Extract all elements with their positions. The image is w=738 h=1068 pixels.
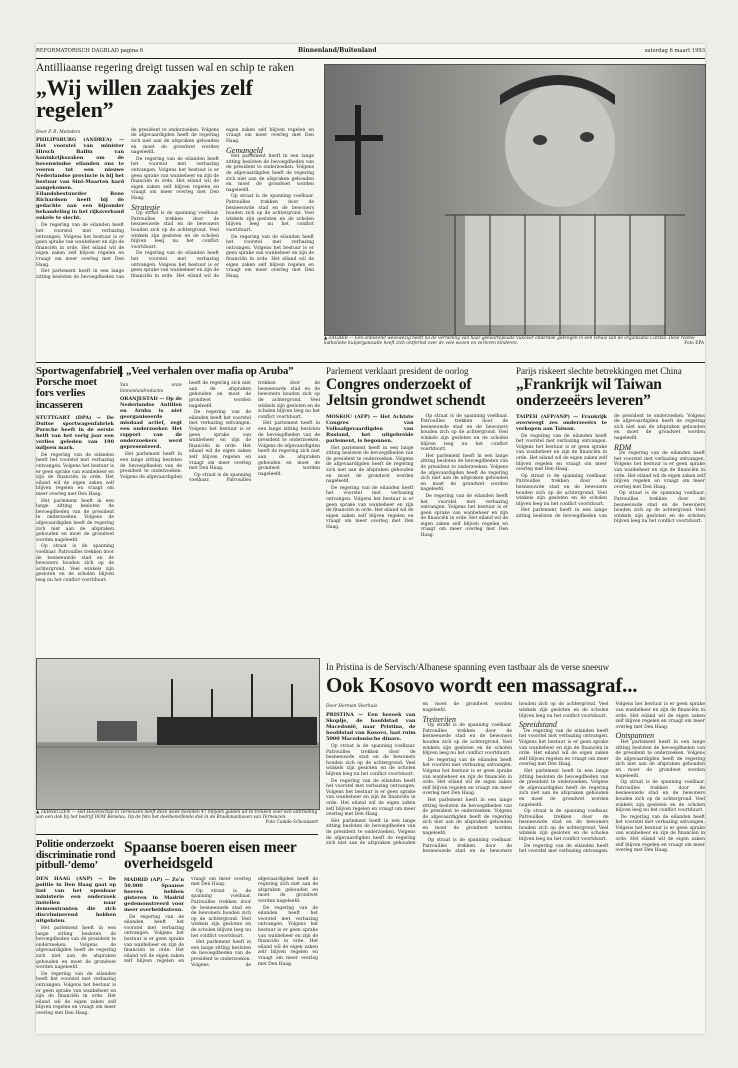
paragraph: Het parlement heeft in een lange zitting besloten de bevoegdheden van de president te onderzoeken. Volgens de afgevaardigden heeft de regering zich niet aan de afspraken gehouden en moet de grondwet worden nageleefd. (191, 876, 318, 968)
photo-credit: Foto EPA (684, 341, 704, 347)
photo-caption (36, 810, 318, 832)
paragraph: De regering van de eilanden heeft het voorstel met verbazing ontvangen. Volgens het bestuur is er geen sprake van wanbeheer en zijn de financiën in orde. Het eiland wil de eigen zaken zelf blijven regelen en vraagt om meer overleg met Den Haag. (36, 223, 124, 268)
article-porsche (36, 365, 124, 656)
paragraph: De regering van de eilanden heeft het voorstel met verbazing ontvangen. Volgens het bestuur is er geen sprake van wanbeheer en zijn de financiën in orde. Het eiland wil de eigen zaken zelf blijven regelen en vraagt om meer overleg met Den Haag. (326, 778, 416, 818)
article-lead: MOSKOU (AFP) — Het Achtste Congres van Volksafgevaardigden van Rusland, het uitgebreide parlement, is begonnen. (326, 413, 414, 444)
caption-text: ▲ ZAGREB — Een onbekend weeswezig heeft na de vernieling van haar geboorteplaats Vukovar onderdak gekregen in een tehuis van de organisatie Caritas. Deze rooms-katholieke hulporganisatie heeft zich ontfermd over de vele wezen en verloren kinderen. (324, 336, 696, 347)
article-spaanse (124, 840, 318, 1034)
paragraph: De regering van de eilanden heeft het voorstel met verbazing ontvangen. Volgens het bestuur is er geen sprake van wanbeheer en zijn de financiën in orde. Het eiland wil de eigen zaken zelf blijven regelen en vraagt om meer overleg met Den Haag. (36, 452, 114, 498)
paragraph: De regering van de eilanden heeft het voorstel met verbazing ontvangen. Volgens het bestuur is er geen sprake van wanbeheer en zijn de financiën in orde. Het eiland wil de eigen zaken zelf blijven regelen en vraagt om meer overleg met Den Haag. (258, 905, 318, 967)
photo-illustration (37, 659, 319, 809)
paper-name: REFORMATORISCH DAGBLAD pagina 6 (36, 48, 144, 54)
paragraph: De regering van de eilanden heeft het voorstel met verbazing ontvangen. Volgens het bestuur is er geen sprake van wanbeheer en zijn de financiën in orde. Het eiland wil de eigen zaken zelf blijven regelen en vraagt om meer overleg met Den Haag. (226, 234, 314, 279)
photo-harbor (36, 658, 320, 810)
paragraph: Op straat is de spanning voelbaar. Patrouilles trekken door de besneeuwde stad en de bewoners houden zich op de achtergrond. Veel winkels zijn gesloten en de scholen blijven leeg nu het conflict voortduurt. (519, 809, 609, 843)
paragraph: De regering van de eilanden heeft het voorstel met verbazing ontvangen. Volgens het bestuur is er geen sprake van wanbeheer en zijn de financiën in orde. Het eiland wil de eigen zaken zelf blijven regelen en vraagt om meer overleg met Den Haag. (519, 702, 705, 855)
paragraph: Het parlement heeft in een lange zitting besloten de bevoegdheden van de president te onderzoeken. Volgens de afgevaardigden heeft de regering zich niet aan de afspraken gehouden en moet de grondwet worden nageleefd. (326, 445, 414, 485)
paragraph: Op straat is de spanning voelbaar. Patrouilles trekken door de besneeuwde stad en de bewoners houden zich op de achtergrond. Veel winkels zijn gesloten en de scholen blijven leeg nu het conflict voortduurt. (131, 211, 219, 250)
paragraph: Op straat is de spanning voelbaar. Patrouilles trekken door de besneeuwde stad en de bewoners houden zich op de achtergrond. Veel winkels zijn gesloten en de scholen blijven leeg nu het conflict voortduurt. (326, 744, 416, 777)
paragraph: Het parlement heeft in een lange zitting besloten de bevoegdheden van de president te onderzoeken. Volgens de afgevaardigden heeft de regering zich niet aan de afspraken gehouden en moet de grondwet worden nageleefd. (420, 453, 508, 493)
article-kicker: Antilliaanse regering dreigt tussen wal en schip te raken (36, 62, 295, 74)
article-headline: Politie onderzoekt discriminatie rond pitbull-’demo’ (36, 839, 116, 872)
article-body (36, 128, 314, 368)
photo-illustration (325, 65, 705, 335)
article-lead: PHILIPSBURG (ANDREA) — Het voorstel van minister Hirsch Ballin van koninkrijkszaken om de bovenwindse eilanden ons te voeren tot een nieuwe Nederlandse provincie is bij het bestuur van Sint-Maarten hard aangekomen. Eilandsbestuurder Rene Richardson heeft bij de gedachte aan een bijzonder behandeling in het rijksverband enkele te slecht. (36, 137, 124, 222)
paragraph: De regering van de eilanden heeft het voorstel met verbazing ontvangen. Volgens het bestuur is er geen sprake van wanbeheer en zijn de financiën in orde. Het eiland wil de eigen zaken zelf blijven regelen en vraagt om meer overleg met Den Haag. (615, 814, 705, 854)
paragraph: De regering van de eilanden heeft het voorstel met verbazing ontvangen. Volgens het bestuur is er geen sprake van wanbeheer en zijn de financiën in orde. Het eiland wil de eigen zaken zelf blijven regelen en vraagt om meer overleg met Den Haag. (326, 485, 414, 530)
article-lead: MADRID (AP) — Zo’n 50.000 Spaanse boeren hebben gisteren in Madrid gedemonstreerd voor meer overheidssteun. (124, 876, 184, 913)
paragraph: Op straat is de spanning voelbaar. Patrouilles trekken door de besneeuwde stad en de bewoners houden zich op de achtergrond. Veel winkels zijn gesloten en de scholen blijven leeg nu het conflict voortduurt. (516, 473, 607, 507)
article-body (120, 381, 320, 621)
paragraph: Het parlement heeft in een lange zitting besloten de bevoegdheden van de president te onderzoeken. Volgens de afgevaardigden heeft de regering zich niet aan de afspraken gehouden en moet de grondwet worden nageleefd. (326, 702, 512, 847)
photo-caption (324, 336, 704, 350)
paragraph: De regering van de eilanden heeft het voorstel met verbazing ontvangen. Volgens het bestuur is er geen sprake van wanbeheer en zijn de financiën in orde. Het eiland wil de eigen zaken zelf blijven regelen en vraagt om meer overleg met Den Haag. (420, 493, 508, 539)
paragraph: De regering van de eilanden heeft het voorstel met verbazing ontvangen. Volgens het bestuur is er geen sprake van wanbeheer en zijn de financiën in orde. Het eiland wil de eigen zaken zelf blijven regelen en vraagt om meer overleg met Den Haag. (131, 156, 219, 201)
paragraph: Het parlement heeft in een lange zitting besloten de bevoegdheden van de president te onderzoeken. Volgens de afgevaardigden heeft de regering zich niet aan de afspraken gehouden en moet de grondwet worden nageleefd. (258, 421, 320, 477)
article-congres (326, 366, 508, 658)
subheading: Gemangeld (226, 145, 263, 155)
article-author: Door Herman Veerhuis (326, 704, 378, 710)
article-body (36, 876, 116, 1017)
article-lead: PRISTINA — Een bezoek van Skoplje, de hoofdstad van Macedonië, naar Pristina, de hoofdstad van Kosovo, laat ruim 5000 Macedonische dinars. (326, 712, 416, 742)
paragraph: De regering van de eilanden heeft het voorstel met verbazing ontvangen. Volgens het bestuur is er geen sprake van wanbeheer en zijn de financiën in orde. Het eiland wil de eigen zaken zelf blijven regelen en vraagt om meer overleg met Den Haag. (516, 433, 607, 473)
article-lead: TAIPEH (AFP/ANP) — Frankrijk overweegt zes onderzeeërs te verkopen aan Taiwan. (516, 413, 607, 432)
paragraph: De regering van de eilanden heeft het voorstel met verbazing ontvangen. Volgens het bestuur is er geen sprake van wanbeheer en zijn de financiën in orde. Het eiland wil de eigen zaken zelf blijven regelen en vraagt om meer overleg met Den Haag. (124, 876, 251, 965)
article-author: Door P. R. Meinders (36, 129, 81, 135)
paragraph: Het parlement heeft in een lange zitting besloten de bevoegdheden van de president te onderzoeken. Volgens de afgevaardigden heeft de regering zich niet aan de afspraken gehouden en moet de grondwet worden nageleefd. (615, 739, 705, 779)
article-kicker: Parijs riskeert slechte betrekkingen met China (516, 366, 682, 376)
paragraph: Het parlement heeft in een lange zitting besloten de bevoegdheden van de president te onderzoeken. Volgens de afgevaardigden heeft de regering zich niet aan de afspraken gehouden en moet de grondwet worden nageleefd. (36, 498, 114, 543)
article-body (516, 414, 705, 639)
paragraph: Op straat is de spanning voelbaar. Patrouilles trekken door de besneeuwde stad en de bewoners houden zich op de achtergrond. Veel winkels zijn gesloten en de scholen blijven leeg nu het conflict voortduurt. (422, 723, 512, 757)
article-headline: Spaanse boeren eisen meer overheidsgeld (124, 839, 297, 872)
page-date: zaterdag 6 maart 1993 (644, 48, 705, 54)
paragraph: Op straat is de spanning voelbaar. Patrouilles trekken door de besneeuwde stad en de bewoners houden zich op de achtergrond. Veel winkels zijn gesloten en de scholen blijven leeg nu het conflict voortduurt. (191, 888, 251, 939)
caption-text: ▲ TERNEUZEN — Het Havenschap in Terneuzen heeft deze week besloten 47 miljoen gulden uit te trekken voor een uitbreiding van een dok bij het bedrijf DOW Benelux. Op de foto het deelbenelfende dok in de Braakmanhaven van Terneuzen. (36, 810, 318, 821)
article-lead: STUTTGART (DPA) — De Duitse sportwagenfabriek Porsche heeft in de eerste helft van het vorig jaar een verlies geleden van 190 miljoen mark. (36, 414, 114, 451)
paragraph: Op straat is de spanning voelbaar. Patrouilles trekken door de besneeuwde stad en de bewoners houden zich op de achtergrond. Veel winkels zijn gesloten en de scholen blijven leeg nu het conflict voortduurt. (422, 702, 609, 855)
paragraph: Op straat is de spanning voelbaar. Patrouilles trekken door de besneeuwde stad en de bewoners houden zich op de achtergrond. Veel winkels zijn gesloten en de scholen blijven leeg nu het conflict voortduurt. (420, 413, 508, 453)
paragraph: Het parlement heeft in een lange zitting besloten de bevoegdheden van de president te onderzoeken. Volgens de afgevaardigden heeft de regering zich niet aan de afspraken gehouden en moet de grondwet worden nageleefd. (36, 127, 219, 280)
article-politie (36, 840, 116, 1034)
paragraph: Het parlement heeft in een lange zitting besloten de bevoegdheden van de president te onderzoeken. Volgens de afgevaardigden heeft de regering zich niet aan de afspraken gehouden en moet de grondwet worden nageleefd. (422, 797, 512, 837)
paragraph: De regering van de eilanden heeft het voorstel met verbazing ontvangen. Volgens het bestuur is er geen sprake van wanbeheer en zijn de financiën in orde. Het eiland wil de eigen zaken zelf blijven regelen en vraagt om meer overleg met Den Haag. (189, 410, 251, 472)
article-headline: „Veel verhalen over mafia op Aruba” (120, 366, 320, 377)
article-kicker: In Pristina is de Servisch/Albanese spanning even tastbaar als de verse sneeuw (326, 662, 610, 672)
article-aruba (120, 366, 320, 656)
divider (36, 834, 318, 835)
subheading: Treiterijen (422, 714, 456, 724)
article-body (326, 414, 508, 639)
article-lead: ORANJESTAD — Op de Nederlandse Antillen en Aruba is niet georganiseerde misdaad actief, zegt een onderzoeker. Het rapport van de onderzoekers werd gepresenteerd. (120, 396, 182, 451)
article-headline: Congres onderzoekt of Jeltsin grondwet schendt (326, 376, 486, 409)
article-taiwan (516, 366, 705, 658)
paragraph: Het parlement heeft in een lange zitting besloten de bevoegdheden van de president te onderzoeken. Volgens de afgevaardigden heeft de regering zich niet aan de afspraken gehouden en moet de grondwet worden nageleefd. (120, 381, 251, 480)
article-headline: Ook Kosovo wordt een massagraf... (326, 673, 638, 697)
photo-orphan (324, 64, 706, 336)
article-headline: „Wij willen zaakjes zelf regelen” (36, 75, 253, 123)
page-header (36, 44, 705, 59)
article-kosovo (326, 662, 705, 1034)
article-headline: Sportwagenfabriek Porsche moet fors verlies incasseren (36, 365, 124, 411)
divider (36, 362, 705, 363)
paragraph: Op straat is de spanning voelbaar. Patrouilles trekken door de besneeuwde stad en de bewoners houden zich op de achtergrond. Veel winkels zijn gesloten en de scholen blijven leeg nu het conflict voortduurt. (615, 780, 705, 814)
section-name: Binnenland/Buitenland (298, 47, 377, 54)
subheading: Ontspannen (615, 731, 655, 741)
paragraph: Het parlement heeft in een lange zitting besloten de bevoegdheden van de president te onderzoeken. Volgens de afgevaardigden heeft de regering zich niet aan de afspraken gehouden en moet de grondwet worden nageleefd. (226, 154, 314, 193)
paragraph: Op straat is de spanning voelbaar. Patrouilles trekken door de besneeuwde stad en de bewoners houden zich op de achtergrond. Veel winkels zijn gesloten en de scholen blijven leeg nu het conflict voortduurt. (614, 491, 705, 525)
paragraph: Op straat is de spanning voelbaar. Patrouilles trekken door de besneeuwde stad en de bewoners houden zich op de achtergrond. Veel winkels zijn gesloten en de scholen blijven leeg nu het conflict voortduurt. (189, 381, 320, 484)
article-kicker: Parlement verklaart president de oorlog (326, 366, 469, 376)
paragraph: Het parlement heeft in een lange zitting besloten de bevoegdheden van de president te onderzoeken. Volgens de afgevaardigden heeft de regering zich niet aan de afspraken gehouden en moet de grondwet worden nageleefd. (36, 926, 116, 971)
subheading: Strategie (131, 202, 160, 212)
subheading: Spreidstand (519, 720, 557, 730)
paragraph: De regering van de eilanden heeft het voorstel met verbazing ontvangen. Volgens het bestuur is er geen sprake van wanbeheer en zijn de financiën in orde. Het eiland wil de eigen zaken zelf blijven regelen en vraagt om meer overleg met Den Haag. (422, 757, 512, 797)
paragraph: De regering van de eilanden heeft het voorstel met verbazing ontvangen. Volgens het bestuur is er geen sprake van wanbeheer en zijn de financiën in orde. Het eiland wil de eigen zaken zelf blijven regelen en vraagt om meer overleg met Den Haag. (519, 728, 609, 768)
article-lead: DEN HAAG (ANP) — De politie in Den Haag gaat op last van het openbaar ministerie een onderzoek instellen naar demonstranten die zich discriminerend hebben uitgelaten. (36, 876, 116, 925)
paragraph: Het parlement heeft in een lange zitting besloten de bevoegdheden van de president te onderzoeken. Volgens de afgevaardigden heeft de regering zich niet aan de afspraken gehouden en moet de grondwet worden nageleefd. (516, 413, 705, 519)
paragraph: Op straat is de spanning voelbaar. Patrouilles trekken door de besneeuwde stad en de bewoners houden zich op de achtergrond. Veel winkels zijn gesloten en de scholen blijven leeg nu het conflict voortduurt. (36, 544, 114, 583)
paragraph: Op straat is de spanning voelbaar. Patrouilles trekken door de besneeuwde stad en de bewoners houden zich op de achtergrond. Veel winkels zijn gesloten en de scholen blijven leeg nu het conflict voortduurt. (226, 194, 314, 233)
photo-credit: Foto Camile Schoonaert (265, 820, 318, 826)
paragraph: De regering van de eilanden heeft het voorstel met verbazing ontvangen. Volgens het bestuur is er geen sprake van wanbeheer en zijn de financiën in orde. Het eiland wil de eigen zaken zelf blijven regelen en vraagt om meer overleg met Den Haag. (36, 971, 116, 1017)
paragraph: De regering van de eilanden heeft het voorstel met verbazing ontvangen. Volgens het bestuur is er geen sprake van wanbeheer en zijn de financiën in orde. Het eiland wil de eigen zaken zelf blijven regelen en vraagt om meer overleg met Den Haag. (614, 451, 705, 490)
article-body (326, 702, 705, 1032)
article-body (36, 415, 114, 584)
paragraph: Het parlement heeft in een lange zitting besloten de bevoegdheden van de president te onderzoeken. Volgens de afgevaardigden heeft de regering zich niet aan de afspraken gehouden en moet de grondwet worden nageleefd. (519, 768, 609, 808)
paragraph: De regering van de eilanden heeft het voorstel met verbazing ontvangen. Volgens het bestuur is er geen sprake van wanbeheer en zijn de financiën in orde. Het eiland wil de eigen zaken zelf blijven regelen en vraagt om meer overleg met Den Haag. (131, 127, 314, 279)
article-antilles (36, 62, 314, 362)
newspaper-page (36, 44, 705, 1034)
article-headline: „Frankrijk wil Taiwan onderzeeërs leveren” (516, 376, 662, 409)
article-author: Van onze binnenlandredactie (120, 383, 182, 394)
article-body (124, 877, 318, 1027)
subheading: RDM (614, 442, 632, 452)
